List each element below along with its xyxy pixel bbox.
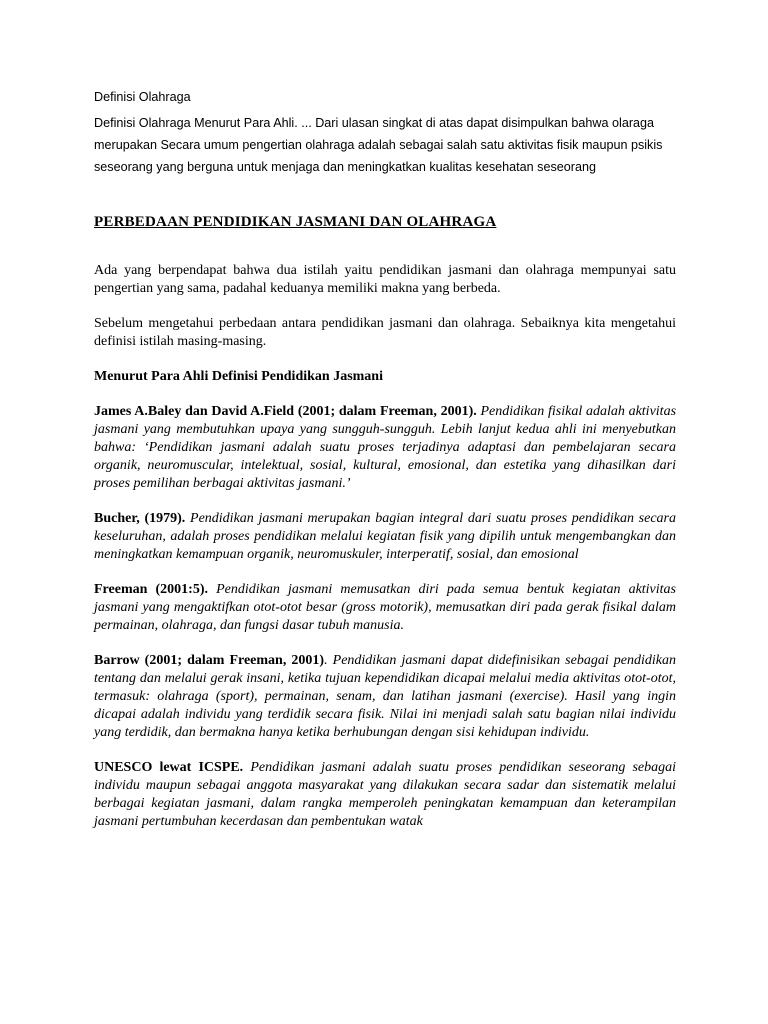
- definition-text: . Pendidikan jasmani dapat didefinisikan sebagai pendidikan tentang dan melalui gerak insani, ketika tujuan kependidikan dicapai melalui media aktivitas otot-otot, termasuk: olahraga (sport), permainan, senam, dan latihan jasmani (exercise). Hasil yang ingin dicapai adalah individu yang terdidik secara fisik. Nilai ini menjadi salah satu bagian nilai individu yang terdidik, dan bermakna hanya ketika berhubungan dengan sisi kehidupan individu.: [94, 653, 676, 740]
- doc-title: Definisi Olahraga: [94, 90, 191, 104]
- definition-author: Freeman (2001:5).: [94, 582, 208, 597]
- definition-barrow: [94, 652, 676, 742]
- definitions-subheading: Menurut Para Ahli Definisi Pendidikan Jasmani: [94, 369, 383, 384]
- definition-author: Bucher, (1979).: [94, 511, 186, 526]
- paragraph-difference-opinion: Ada yang berpendapat bahwa dua istilah yaitu pendidikan jasmani dan olahraga mempunyai satu pengertian yang sama, padahal keduanya memiliki makna yang berbeda.: [94, 263, 676, 296]
- intro-paragraph: Definisi Olahraga Menurut Para Ahli. ... Dari ulasan singkat di atas dapat disimpulkan bahwa olaraga merupakan Secara umum pengertian olahraga adalah sebagai salah satu aktivitas fisik maupun psikis seseorang yang berguna untuk menjaga dan meningkatkan kualitas kesehatan seseorang: [94, 116, 663, 174]
- definition-bucher: [94, 510, 676, 564]
- definition-text: Pendidikan jasmani memusatkan diri pada semua bentuk kegiatan aktivitas jasmani yang mengaktifkan otot-otot besar (gross motorik), memusatkan diri pada gerak fisikal dalam permainan, olahraga, dan fungsi dasar tubuh manusia.: [94, 582, 676, 633]
- definition-text: Pendidikan jasmani adalah suatu proses pendidikan seseorang sebagai individu maupun sebagai anggota masyarakat yang dilakukan secara sadar dan sistematik melalui berbagai kegiatan jasmani, dalam rangka memperoleh peningkatan kemampuan dan keterampilan jasmani pertumbuhan kecerdasan dan pembentukan watak: [94, 760, 676, 829]
- definition-text: Pendidikan fisikal adalah aktivitas jasmani yang membutuhkan upaya yang sungguh-sungguh. Lebih lanjut kedua ahli ini menyebutkan bahwa: ‘Pendidikan jasmani adalah suatu proses terjadinya adaptasi dan pembelajaran secara organik, neuromuscular, intelektual, sosial, kultural, emosional, dan estetika yang dihasilkan dari proses pemilihan berbagai aktivitas jasmani.’: [94, 404, 677, 491]
- paragraph-before-definitions: Sebelum mengetahui perbedaan antara pendidikan jasmani dan olahraga. Sebaiknya kita mengetahui definisi istilah masing-masing.: [94, 316, 676, 349]
- definition-text: Pendidikan jasmani merupakan bagian integral dari suatu proses pendidikan secara keseluruhan, adalah proses pendidikan melalui kegiatan fisik yang dipilih untuk mengembangkan dan meningkatkan kemampuan organik, neuromuskuler, interperatif, sosial, dan emosional: [94, 511, 676, 562]
- definition-author: UNESCO lewat ICSPE.: [94, 760, 244, 775]
- definition-freeman: [94, 581, 676, 635]
- definition-author: James A.Baley dan David A.Field (2001; dalam Freeman, 2001).: [94, 404, 477, 419]
- definition-unesco: [94, 759, 676, 831]
- definition-author: Barrow (2001; dalam Freeman, 2001): [94, 653, 325, 668]
- document-page: [94, 86, 676, 831]
- definition-baley-field: [94, 403, 676, 493]
- section-heading: PERBEDAAN PENDIDIKAN JASMANI DAN OLAHRAGA: [94, 214, 497, 230]
